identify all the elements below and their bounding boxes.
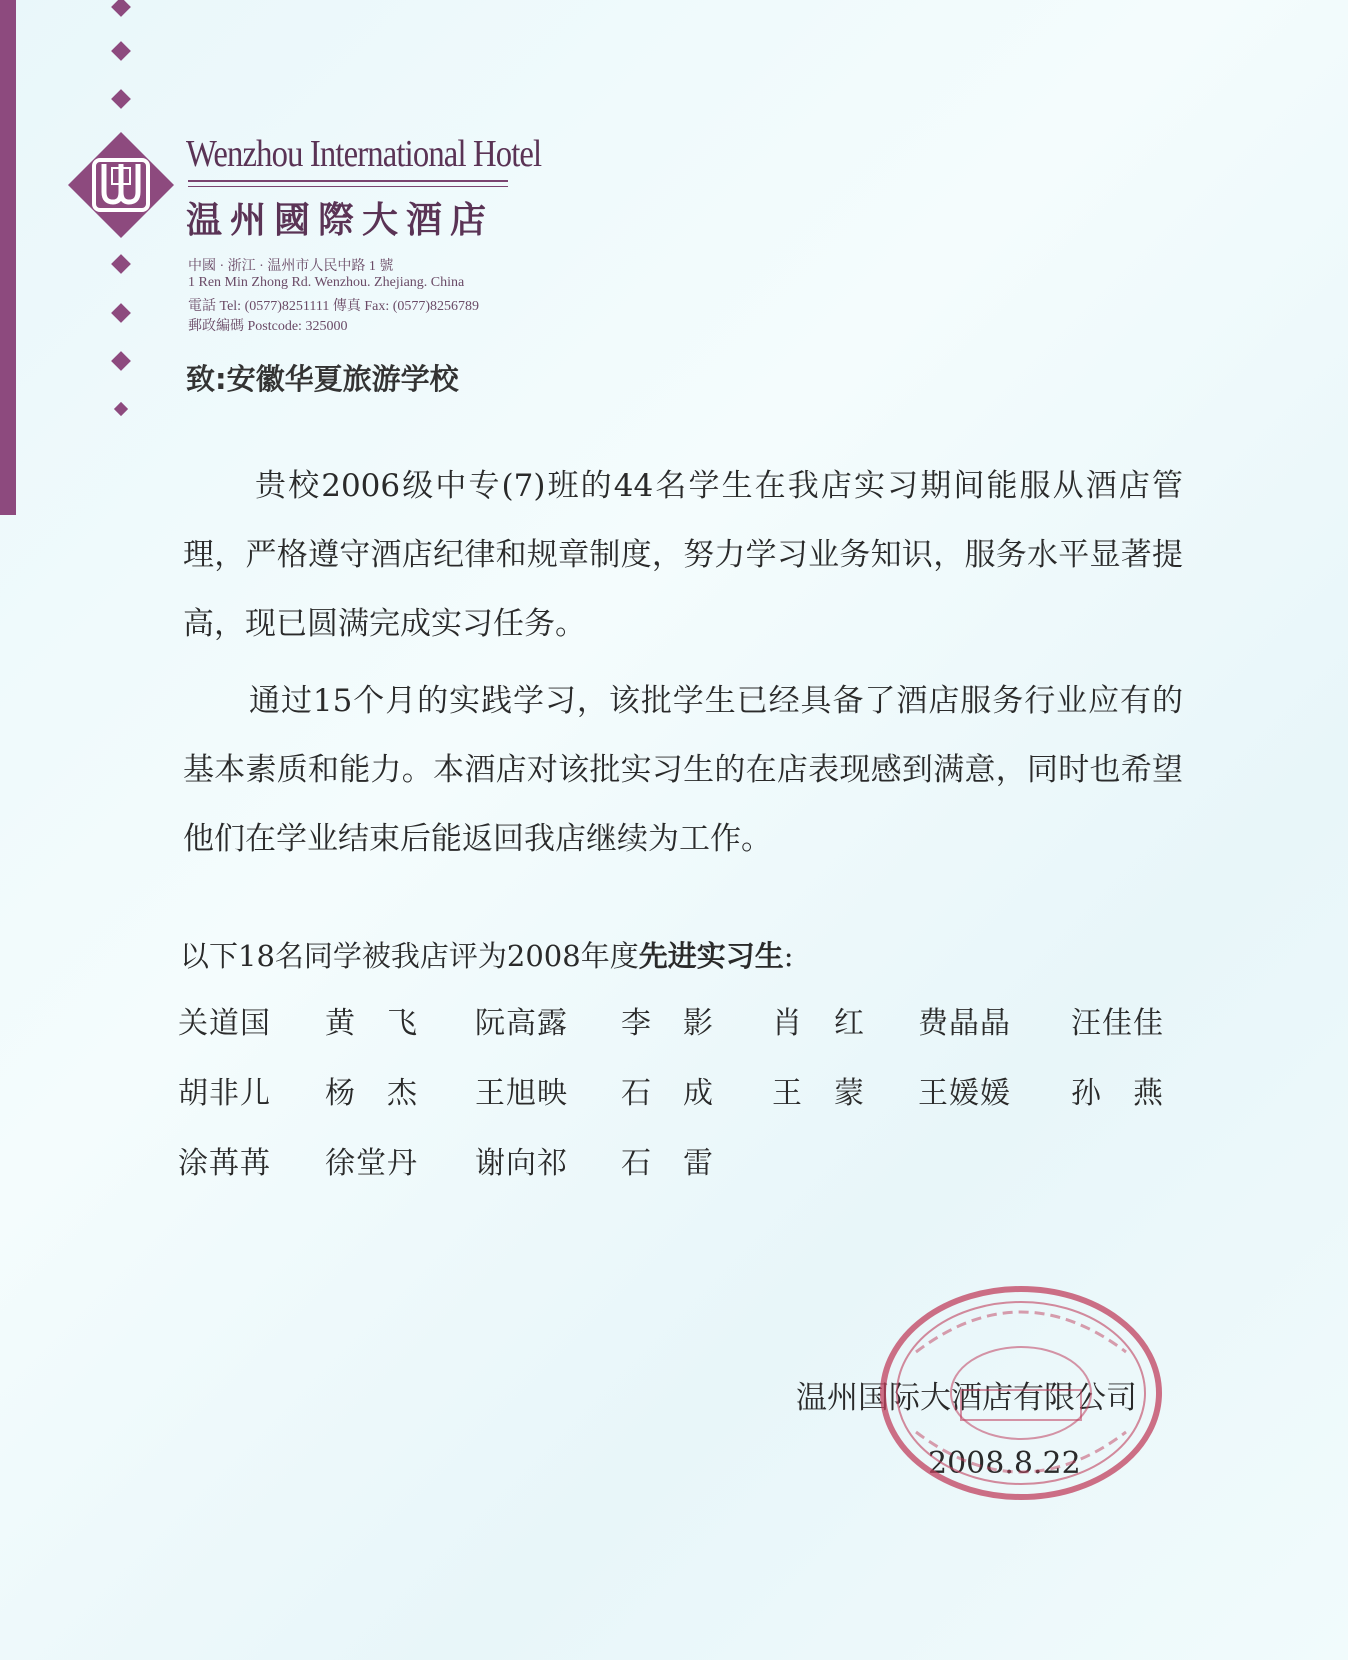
student-name: 费晶晶 xyxy=(918,1006,1011,1041)
student-name-list xyxy=(178,998,1188,1208)
student-name: 孙 燕 xyxy=(1071,1076,1164,1111)
student-name: 胡非儿 xyxy=(178,1076,271,1111)
decorative-diamond-icon xyxy=(111,351,131,371)
name-row xyxy=(178,998,1188,1068)
decorative-diamond-icon xyxy=(111,254,131,274)
name-row xyxy=(178,1138,1188,1208)
signer-name: 温州国际大酒店有限公司 xyxy=(796,1380,1137,1416)
awards-title: 先进实习生 xyxy=(638,939,784,973)
decorative-diamond-icon xyxy=(111,0,131,17)
student-name: 阮高露 xyxy=(475,1006,568,1041)
letter-paragraph: 通过15个月的实践学习，该批学生已经具备了酒店服务行业应有的基本素质和能力。本酒店对该批实习生的在店表现感到满意，同时也希望他们在学业结束后能返回我店继续为工作。 xyxy=(183,683,1183,857)
student-name: 王媛媛 xyxy=(918,1076,1011,1111)
student-name: 石 成 xyxy=(621,1076,714,1111)
awards-colon: : xyxy=(783,939,794,973)
student-name: 肖 红 xyxy=(772,1006,865,1041)
phone-fax: 電話 Tel: (0577)8251111 傳真 Fax: (0577)8256789 xyxy=(188,299,480,314)
address-english: 1 Ren Min Zhong Rd. Wenzhou. Zhejiang. China xyxy=(188,275,465,290)
decorative-diamond-icon xyxy=(111,303,131,323)
name-row xyxy=(178,1068,1188,1138)
letterhead-edge-band xyxy=(0,0,16,515)
student-name: 杨 杰 xyxy=(325,1076,418,1111)
decorative-diamond-icon xyxy=(114,402,128,416)
postcode: 郵政編碼 Postcode: 325000 xyxy=(188,319,348,334)
awards-intro-text: 以下18名同学被我店评为2008年度 xyxy=(180,939,639,973)
hotel-logo-icon xyxy=(66,130,176,240)
letter-paragraph: 贵校2006级中专(7)班的44名学生在我店实习期间能服从酒店管理，严格遵守酒店纪律和规章制度，努力学习业务知识，服务水平显著提高，现已圆满完成实习任务。 xyxy=(183,468,1183,642)
letter-recipient: 致:安徽华夏旅游学校 xyxy=(186,362,459,396)
student-name: 黄 飞 xyxy=(325,1006,418,1041)
student-name: 关道国 xyxy=(178,1006,271,1041)
student-name: 涂苒苒 xyxy=(178,1146,271,1181)
awards-intro xyxy=(180,934,794,975)
hotel-name-chinese: 温州國際大酒店 xyxy=(186,200,495,241)
student-name: 王旭映 xyxy=(475,1076,568,1111)
letterhead-rule xyxy=(188,180,508,182)
student-name: 谢向祁 xyxy=(475,1146,568,1181)
hotel-name-english: Wenzhou International Hotel xyxy=(186,133,542,175)
letter-date: 2008.8.22 xyxy=(928,1446,1081,1481)
student-name: 石 雷 xyxy=(621,1146,714,1181)
decorative-diamond-icon xyxy=(111,41,131,61)
company-seal-stamp xyxy=(876,1282,1166,1504)
student-name: 王 蒙 xyxy=(772,1076,865,1111)
student-name: 汪佳佳 xyxy=(1071,1006,1164,1041)
address-chinese: 中國 · 浙江 · 温州市人民中路 1 號 xyxy=(188,259,394,274)
student-name: 徐堂丹 xyxy=(325,1146,418,1181)
decorative-diamond-icon xyxy=(111,89,131,109)
letterhead-rule xyxy=(188,186,508,187)
student-name: 李 影 xyxy=(621,1006,714,1041)
